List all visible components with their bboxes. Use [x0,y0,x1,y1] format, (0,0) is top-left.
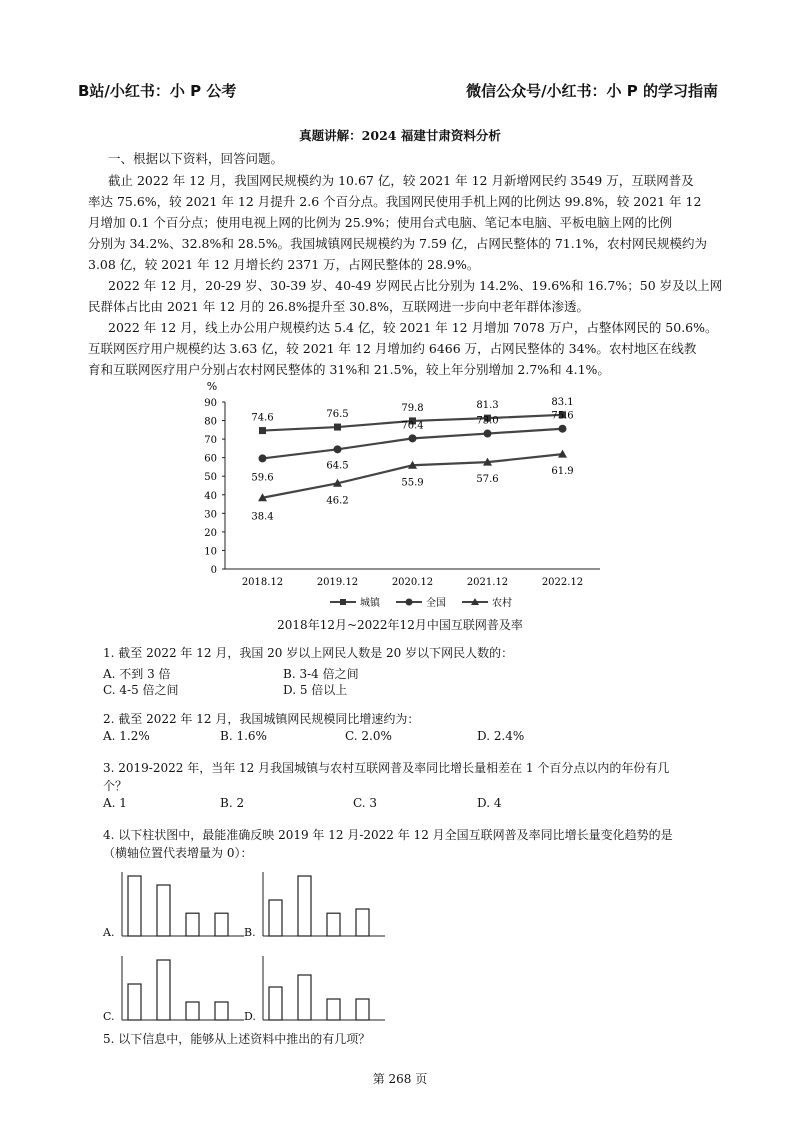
mini-bar [356,999,369,1020]
y-tick-label: 80 [204,416,217,428]
data-label-农村: 46.2 [326,495,349,507]
legend-marker-城镇 [340,599,346,605]
question-1-option-c[interactable]: C. 4-5 倍之间 [103,683,179,697]
question-3-option-b[interactable]: B. 2 [220,796,245,810]
legend-label-农村: 农村 [492,598,512,609]
mini-bar [327,999,340,1020]
y-tick-label: 70 [204,435,217,447]
data-label-城镇: 76.5 [326,409,349,421]
y-tick-label: 20 [204,527,217,539]
data-point-全国 [334,445,342,453]
question-4-stem-cont: （横轴位置代表增量为 0）： [103,846,253,860]
header-right: 微信公众号/小红书：小 P 的学习指南 [466,82,718,100]
question-2-option-b[interactable]: B. 1.6% [220,729,267,743]
header-left: B站/小红书：小 P 公考 [78,82,237,100]
question-1-option-b[interactable]: B. 3-4 倍之间 [283,667,359,681]
data-point-全国 [559,425,567,433]
question-3-stem-cont: 个？ [103,779,128,793]
series-line-农村 [263,454,563,498]
y-tick-label: 90 [204,398,217,409]
mini-bar [327,913,340,936]
passage-line: 截止 2022 年 12 月，我国网民规模约为 10.67 亿，较 2021 年 12 月新增网民约 3549 万，互联网普及 [108,173,694,188]
chart-title: 2018年12月~2022年12月中国互联网普及率 [277,618,523,632]
data-point-全国 [259,454,267,462]
passage-line: 2022 年 12 月，线上办公用户规模约达 5.4 亿，较 2021 年 12 月增加 7078 万户，占整体网民的 50.6%。 [108,320,718,335]
question-5-stem: 5. 以下信息中，能够从上述资料中推出的有几项？ [103,1032,371,1046]
question-3-stem: 3. 2019-2022 年，当年 12 月我国城镇与农村互联网普及率同比增长量相差在 1 个百分点以内的年份有几 [103,761,670,775]
section-heading: 一、根据以下资料，回答问题。 [108,151,284,166]
question-2-option-d[interactable]: D. 2.4% [477,729,525,743]
y-tick-label: 0 [210,565,217,576]
passage-line: 2022 年 12 月，20-29 岁、30-39 岁、40-49 岁网民占比分别为 14.2%、19.6%和 16.7%；50 岁及以上网 [108,278,723,293]
passage-line: 3.08 亿，较 2021 年 12 月增长约 2371 万，占网民整体的 28.9%。 [88,257,480,272]
question-1-option-a[interactable]: A. 不到 3 倍 [103,667,171,681]
data-label-城镇: 79.8 [401,402,424,414]
mini-bar [269,987,282,1020]
data-label-全国: 59.6 [251,472,274,484]
question-4-option-a[interactable]: A. [103,926,115,939]
question-4-option-c[interactable]: C. [103,1010,115,1023]
internet-penetration-chart [180,378,620,636]
question-2-option-a[interactable]: A. 1.2% [103,729,150,743]
data-label-城镇: 81.3 [476,400,499,412]
question-2-stem: 2. 截至 2022 年 12 月，我国城镇网民规模同比增速约为： [103,712,420,726]
question-3-option-a[interactable]: A. 1 [103,796,127,810]
passage-line: 民群体占比由 2021 年 12 月的 26.8%提升至 30.8%，互联网进一步向中老年群体渗透。 [88,299,589,314]
question-2-option-c[interactable]: C. 2.0% [345,729,392,743]
data-label-城镇: 74.6 [251,412,274,424]
question-1-stem: 1. 截至 2022 年 12 月，我国 20 岁以上网民人数是 20 岁以下网民人数的： [103,646,514,660]
y-tick-label: 30 [204,509,217,521]
question-1-option-d[interactable]: D. 5 倍以上 [283,683,348,697]
legend-label-城镇: 城镇 [360,598,380,609]
data-label-农村: 55.9 [401,477,424,489]
passage-line: 分别为 34.2%、32.8%和 28.5%。我国城镇网民规模约为 7.59 亿，占网民整体的 71.1%，农村网民规模约为 [88,236,708,251]
y-tick-label: 40 [204,490,217,502]
data-label-全国: 73.0 [476,415,499,427]
x-tick-label: 2019.12 [316,577,359,588]
mini-bar [128,876,141,936]
mini-bar [356,909,369,936]
question-4-option-b[interactable]: B. [244,926,256,939]
y-tick-label: 60 [204,453,217,465]
page-title: 真题讲解：2024 福建甘肃资料分析 [299,128,501,143]
passage-line: 互联网医疗用户规模约达 3.63 亿，较 2021 年 12 月增加约 6466 万，占网民整体的 34%。农村地区在线教 [88,341,697,356]
data-point-城镇 [334,424,341,431]
data-point-全国 [484,430,492,438]
passage-line: 月增加 0.1 个百分点；使用电视上网的比例为 25.9%；使用台式电脑、笔记本电脑、平板电脑上网的比例 [88,215,673,230]
mini-bar [215,913,228,936]
y-axis-label: % [206,380,218,393]
x-tick-label: 2018.12 [241,577,284,588]
mini-bar [215,1002,228,1020]
mini-bar [269,900,282,936]
data-label-农村: 38.4 [251,511,274,523]
question-3-option-d[interactable]: D. 4 [477,796,502,810]
mini-bar [128,984,141,1020]
x-tick-label: 2022.12 [541,577,584,588]
data-label-农村: 57.6 [476,474,499,486]
mini-bar [186,1002,199,1020]
data-label-城镇: 83.1 [551,396,574,408]
question-4-stem: 4. 以下柱状图中，最能准确反映 2019 年 12 月-2022 年 12 月全国互联网普及率同比增长量变化趋势的是 [103,828,673,842]
data-label-全国: 64.5 [326,460,349,472]
data-label-全国: 70.4 [401,420,424,432]
page-number: 第 268 页 [372,1072,428,1086]
option-c-bar-chart[interactable] [120,952,250,1026]
mini-bar [186,913,199,936]
mini-bar [157,960,170,1020]
y-tick-label: 50 [204,472,217,484]
question-4-option-d[interactable]: D. [244,1010,256,1023]
option-d-bar-chart[interactable] [261,952,391,1026]
option-a-bar-chart[interactable] [120,868,250,942]
mini-bar [298,975,311,1020]
option-b-bar-chart[interactable] [261,868,391,942]
question-3-option-c[interactable]: C. 3 [353,796,378,810]
series-line-全国 [263,429,563,459]
legend-marker-全国 [406,599,413,606]
data-point-城镇 [259,427,266,434]
passage-line: 率达 75.6%，较 2021 年 12 月提升 2.6 个百分点。我国网民使用手机上网的比例达 99.8%，较 2021 年 12 [88,194,702,209]
legend-label-全国: 全国 [426,598,446,609]
x-tick-label: 2021.12 [466,577,509,588]
y-tick-label: 10 [204,546,217,558]
mini-bar [298,876,311,936]
passage-line: 育和互联网医疗用户分别占农村网民整体的 31%和 21.5%，较上年分别增加 2.7%和 4.1%。 [88,362,610,377]
mini-bar [157,885,170,936]
data-label-全国: 75.6 [551,410,574,422]
data-point-全国 [409,434,417,442]
data-label-农村: 61.9 [551,466,574,478]
x-tick-label: 2020.12 [391,577,434,588]
